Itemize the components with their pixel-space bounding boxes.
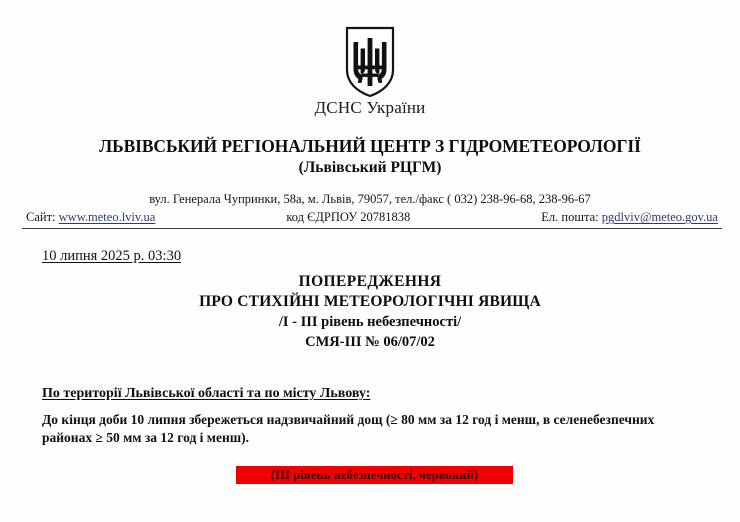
email-label: Ел. пошта:	[541, 210, 599, 224]
title-line-document-code: СМЯ-ІІІ № 06/07/02	[305, 334, 435, 350]
website-cell	[26, 210, 155, 225]
email-link[interactable]: pgdlviv@meteo.gov.ua	[601, 210, 718, 224]
title-line-danger-levels: /І - ІІІ рівень небезпечності/	[278, 314, 462, 330]
document-date: 10 липня 2025 р. 03:30	[42, 248, 182, 264]
website-label: Сайт:	[26, 210, 56, 224]
organization-short-name: (Львівський РЦГМ)	[298, 159, 442, 176]
contact-row	[26, 210, 718, 225]
organization-title: ЛЬВІВСЬКИЙ РЕГІОНАЛЬНИЙ ЦЕНТР З ГІДРОМЕТЕОРОЛОГІЇ	[99, 136, 641, 156]
address-line: вул. Генерала Чупринки, 58а, м. Львів, 79057, тел./факс ( 032) 238-96-68, 238-96-67	[149, 192, 591, 206]
warning-body-text: До кінця доби 10 липня збережеться надзвичайний дощ (≥ 80 мм за 12 год і менш, в селенебезпечних районах ≥ 50 мм за 12 год і менш).	[42, 412, 655, 445]
danger-level-banner: (ІІІ рівень небезпечності, червоний)	[236, 466, 513, 484]
ukraine-trident-coat-of-arms-icon	[344, 26, 396, 98]
title-block	[0, 272, 740, 353]
email-cell	[541, 210, 718, 225]
agency-name: ДСНС України	[314, 98, 426, 117]
edrpou-code: код ЄДРПОУ 20781838	[286, 210, 411, 224]
header-divider	[22, 228, 722, 229]
title-line-warning: ПОПЕРЕДЖЕННЯ	[298, 273, 442, 290]
website-link[interactable]: www.meteo.lviv.ua	[58, 210, 156, 224]
emblem-container	[0, 26, 740, 103]
title-line-phenomena: ПРО СТИХІЙНІ МЕТЕОРОЛОГІЧНІ ЯВИЩА	[199, 293, 541, 310]
territory-heading: По території Львівської області та по місту Львову:	[42, 386, 371, 401]
